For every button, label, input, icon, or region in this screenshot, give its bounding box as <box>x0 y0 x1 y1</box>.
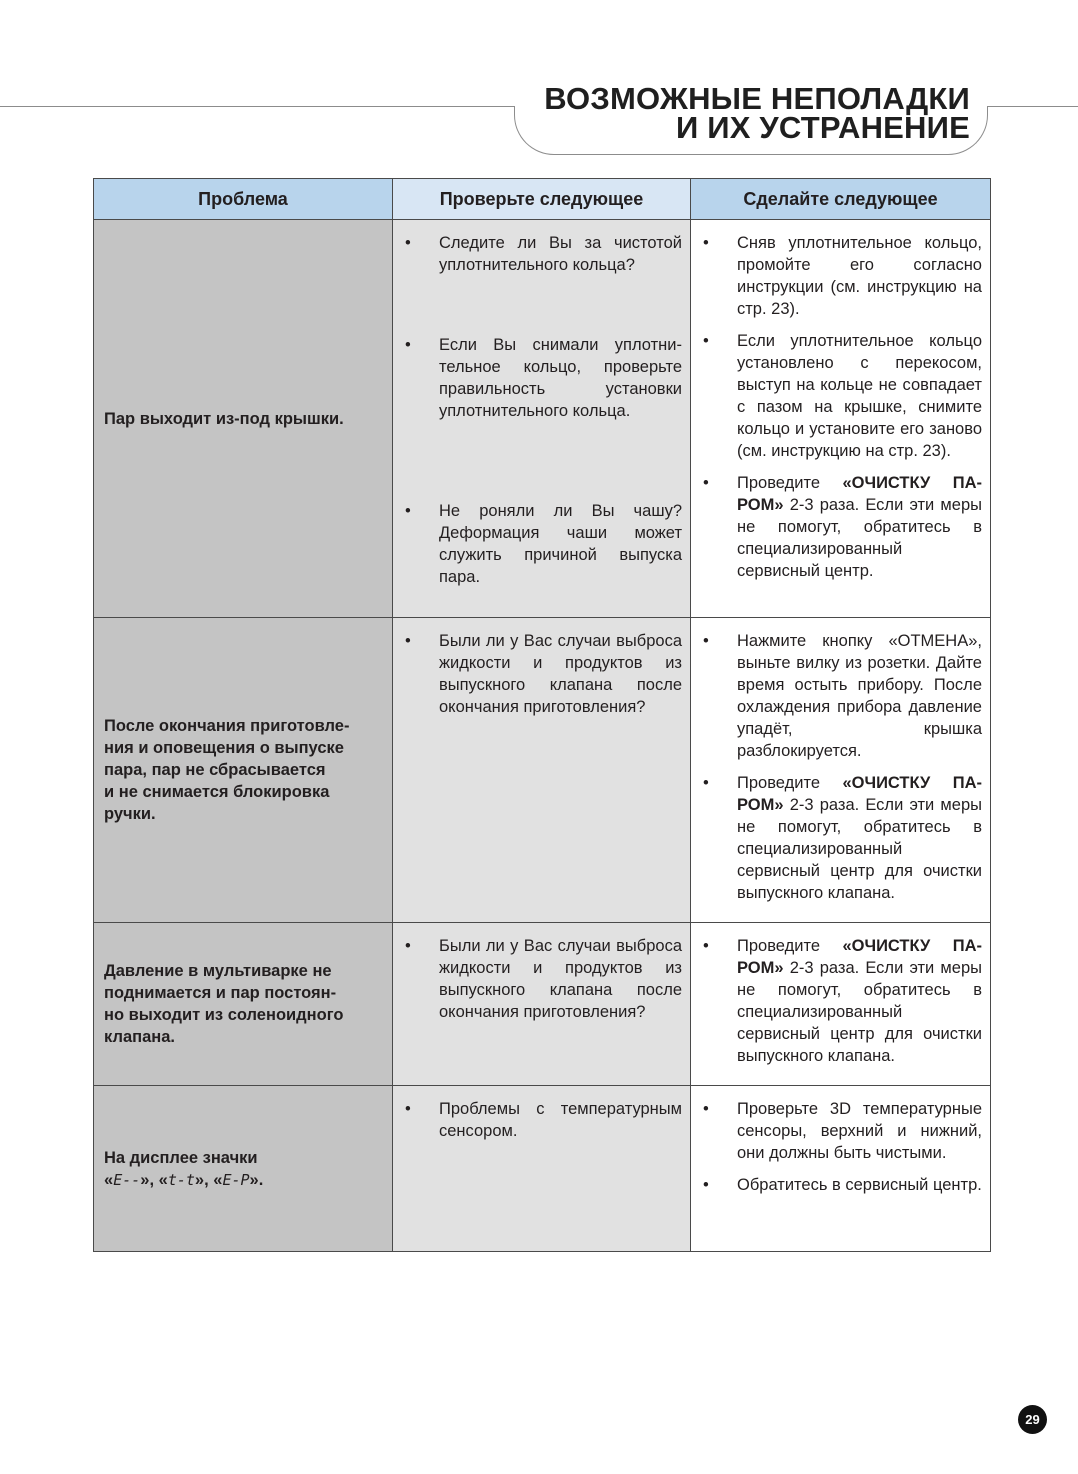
action-cell <box>691 1086 991 1252</box>
bullet-icon: • <box>405 937 411 955</box>
table-header-row <box>94 179 991 220</box>
error-code: E-P <box>222 1170 250 1189</box>
page-title <box>544 81 970 145</box>
action-item: • Проверьте 3D температурные сенсоры, верхний и нижний, они должны быть чистыми. <box>699 1098 982 1164</box>
bullet-icon: • <box>405 336 411 354</box>
action-item: • Проведите «ОЧИСТКУ ПАРОМ» 2-3 раза. Если эти меры не помогут, обратитесь в специализированный сервисный центр для очистки выпускного клапана. <box>699 772 982 904</box>
check-item: • Если Вы снимали уплотнительное кольцо, проверьте правильность установки уплотнительного кольца. <box>401 334 682 490</box>
error-code: t-t <box>167 1170 195 1189</box>
problem-cell: Пар выходит из-под крышки. <box>94 220 393 618</box>
check-item: • Были ли у Вас случаи выброса жидкости и продуктов из выпускного клапана после окончания приготовления? <box>401 935 682 1023</box>
bullet-icon: • <box>405 502 411 520</box>
check-item: • Следите ли Вы за чистотой уплотнительного кольца? <box>401 232 682 324</box>
header-rule-left <box>0 106 560 107</box>
bullet-icon: • <box>405 1100 411 1118</box>
table-row <box>94 220 991 618</box>
action-item: • Нажмите кнопку «ОТМЕНА», выньте вилку из розетки. Дайте время остыть прибору. После охлаждения прибора давление упадёт, крышка разблокируется. <box>699 630 982 762</box>
bullet-icon: • <box>703 332 709 350</box>
error-codes: «E--», «t-t», «E-P». <box>104 1170 264 1189</box>
column-header-action: Сделайте следующее <box>691 179 991 220</box>
page-title-line1: ВОЗМОЖНЫЕ НЕПОЛАДКИ <box>544 81 970 116</box>
action-cell <box>691 220 991 618</box>
bullet-icon: • <box>703 1100 709 1118</box>
problem-cell: После окончания приготовле- ния и оповещения о выпуске пара, пар не сбрасывается и не снимается блокировка ручки. <box>94 618 393 923</box>
bullet-icon: • <box>703 632 709 650</box>
bullet-icon: • <box>703 937 709 955</box>
bullet-icon: • <box>703 474 709 492</box>
problem-cell: Давление в мультиварке не поднимается и пар постоян- но выходит из соленоидного клапана. <box>94 923 393 1086</box>
table-row <box>94 923 991 1086</box>
check-cell <box>393 1086 691 1252</box>
page-title-line2: И ИХ УСТРАНЕНИЕ <box>675 110 970 145</box>
bullet-icon: • <box>703 774 709 792</box>
bullet-icon: • <box>405 234 411 252</box>
check-cell <box>393 923 691 1086</box>
bullet-icon: • <box>703 234 709 252</box>
column-header-check: Проверьте следующее <box>393 179 691 220</box>
table-row <box>94 1086 991 1252</box>
bullet-icon: • <box>405 632 411 650</box>
check-cell <box>393 220 691 618</box>
check-cell <box>393 618 691 923</box>
table-row <box>94 618 991 923</box>
check-item: • Были ли у Вас случаи выброса жидкости и продуктов из выпускного клапана после окончания приготовления? <box>401 630 682 718</box>
action-cell <box>691 923 991 1086</box>
action-item: • Проведите «ОЧИСТКУ ПАРОМ» 2-3 раза. Если эти меры не помогут, обратитесь в специализированный сервисный центр. <box>699 472 982 582</box>
header-rule-right <box>986 106 1078 107</box>
error-code: E-- <box>113 1170 141 1189</box>
action-item: • Обратитесь в сервисный центр. <box>699 1174 982 1196</box>
problem-cell: На дисплее значки «E--», «t-t», «E-P». <box>94 1086 393 1252</box>
action-item: • Сняв уплотнительное кольцо, промойте его согласно инструкции (см. инструкцию на стр. 23). <box>699 232 982 320</box>
bullet-icon: • <box>703 1176 709 1194</box>
action-cell <box>691 618 991 923</box>
troubleshooting-table <box>93 178 991 1252</box>
action-item: • Если уплотнительное кольцо установлено с перекосом, выступ на кольце не совпадает с пазом на крышке, снимите кольцо и установите его заново (см. инструкцию на стр. 23). <box>699 330 982 462</box>
page-number: 29 <box>1018 1405 1047 1434</box>
action-item: • Проведите «ОЧИСТКУ ПАРОМ» 2-3 раза. Если эти меры не помогут, обратитесь в специализированный сервисный центр для очистки выпускного клапана. <box>699 935 982 1067</box>
check-item: • Проблемы с температурным сенсором. <box>401 1098 682 1142</box>
column-header-problem: Проблема <box>94 179 393 220</box>
check-item: • Не роняли ли Вы чашу? Деформация чаши может служить причиной выпуска пара. <box>401 500 682 588</box>
